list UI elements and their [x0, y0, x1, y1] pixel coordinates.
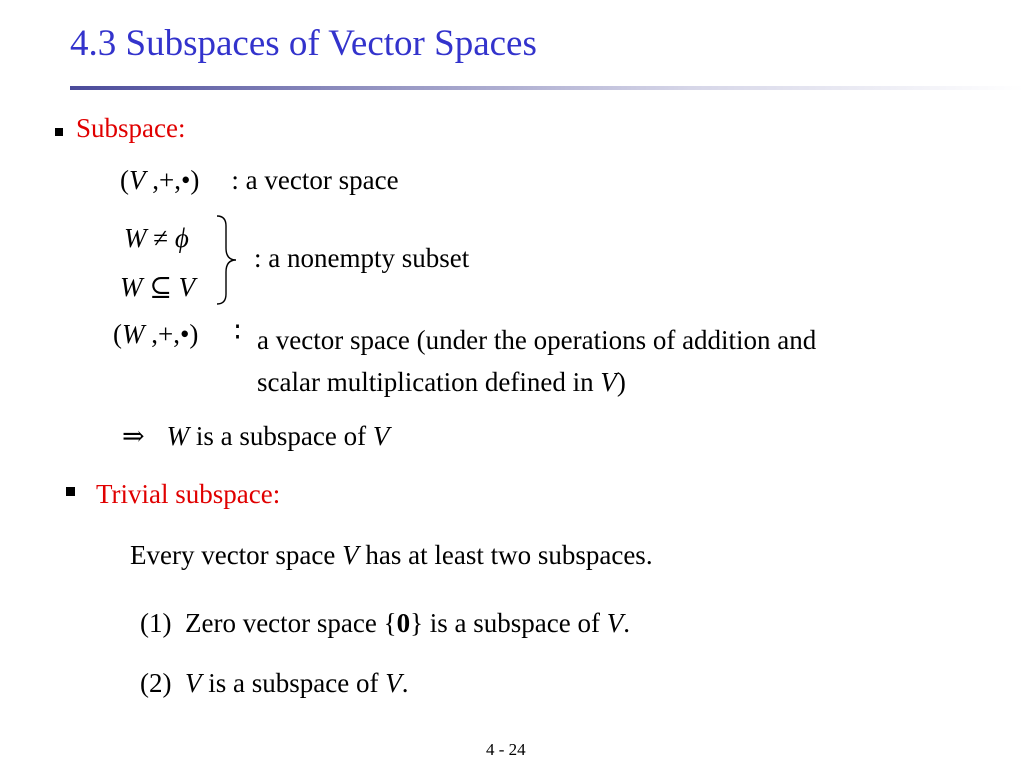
item-text-end: } is a subspace of [410, 608, 607, 638]
period: . [623, 608, 631, 638]
conclusion-text: is a subspace of [189, 421, 373, 451]
var-v: V [129, 165, 146, 195]
paren-close: ) [616, 367, 626, 397]
intro-text-end: has at least two subspaces. [358, 540, 653, 570]
var-w: W [166, 421, 190, 451]
square-bullet-icon [66, 487, 75, 496]
nonempty-subset-desc: : a nonempty subset [254, 243, 470, 273]
page-number: 4 - 24 [486, 740, 526, 759]
w-vector-space-desc [257, 319, 816, 403]
var-v: V [600, 367, 617, 397]
list-item-zero-space [140, 608, 630, 639]
subspace-heading: Subspace: [76, 113, 186, 143]
trivial-subspace-heading: Trivial subspace: [96, 479, 281, 509]
var-w: W [124, 223, 147, 253]
condition-subset [120, 272, 195, 303]
not-equal-symbol: ≠ [146, 223, 175, 253]
item-text: Zero vector space { [184, 608, 397, 638]
right-brace-icon [214, 214, 240, 306]
title-divider [70, 86, 1024, 90]
intro-text: Every vector space [130, 540, 343, 570]
trivial-intro [130, 540, 653, 571]
var-v: V [184, 668, 202, 698]
w-operations [113, 319, 198, 350]
implies-arrow-icon: ⇒ [122, 421, 145, 451]
item-text: is a subspace of [201, 668, 386, 698]
list-item-v-space [140, 668, 408, 699]
square-bullet-icon [55, 128, 63, 136]
var-w: W [120, 272, 143, 302]
var-v: V [342, 540, 359, 570]
desc-line-2-text: scalar multiplication defined in [257, 367, 601, 397]
zero-vector: 0 [396, 608, 411, 638]
condition-nonempty [124, 223, 189, 254]
slide-title: 4.3 Subspaces of Vector Spaces [70, 23, 537, 64]
period: . [401, 668, 409, 698]
empty-set-symbol: ϕ [174, 223, 189, 253]
vector-space-desc: : a vector space [231, 165, 399, 195]
subset-symbol: ⊆ [142, 272, 179, 302]
operations: ,+,•) [144, 319, 199, 349]
item-number: (1) [140, 608, 172, 638]
ratio-colon: ∶ [234, 317, 242, 347]
paren-open: ( [120, 165, 129, 195]
subspace-conclusion [122, 421, 389, 452]
vector-space-definition [120, 165, 399, 196]
var-v: V [606, 608, 624, 638]
desc-line-1: a vector space (under the operations of addition and [257, 325, 817, 355]
operations: ,+,•) [145, 165, 200, 195]
var-v: V [372, 421, 390, 451]
desc-line-2 [257, 361, 816, 403]
item-number: (2) [140, 668, 172, 698]
var-w: W [122, 319, 145, 349]
paren-open: ( [113, 319, 122, 349]
var-v: V [178, 272, 196, 302]
var-v: V [385, 668, 402, 698]
